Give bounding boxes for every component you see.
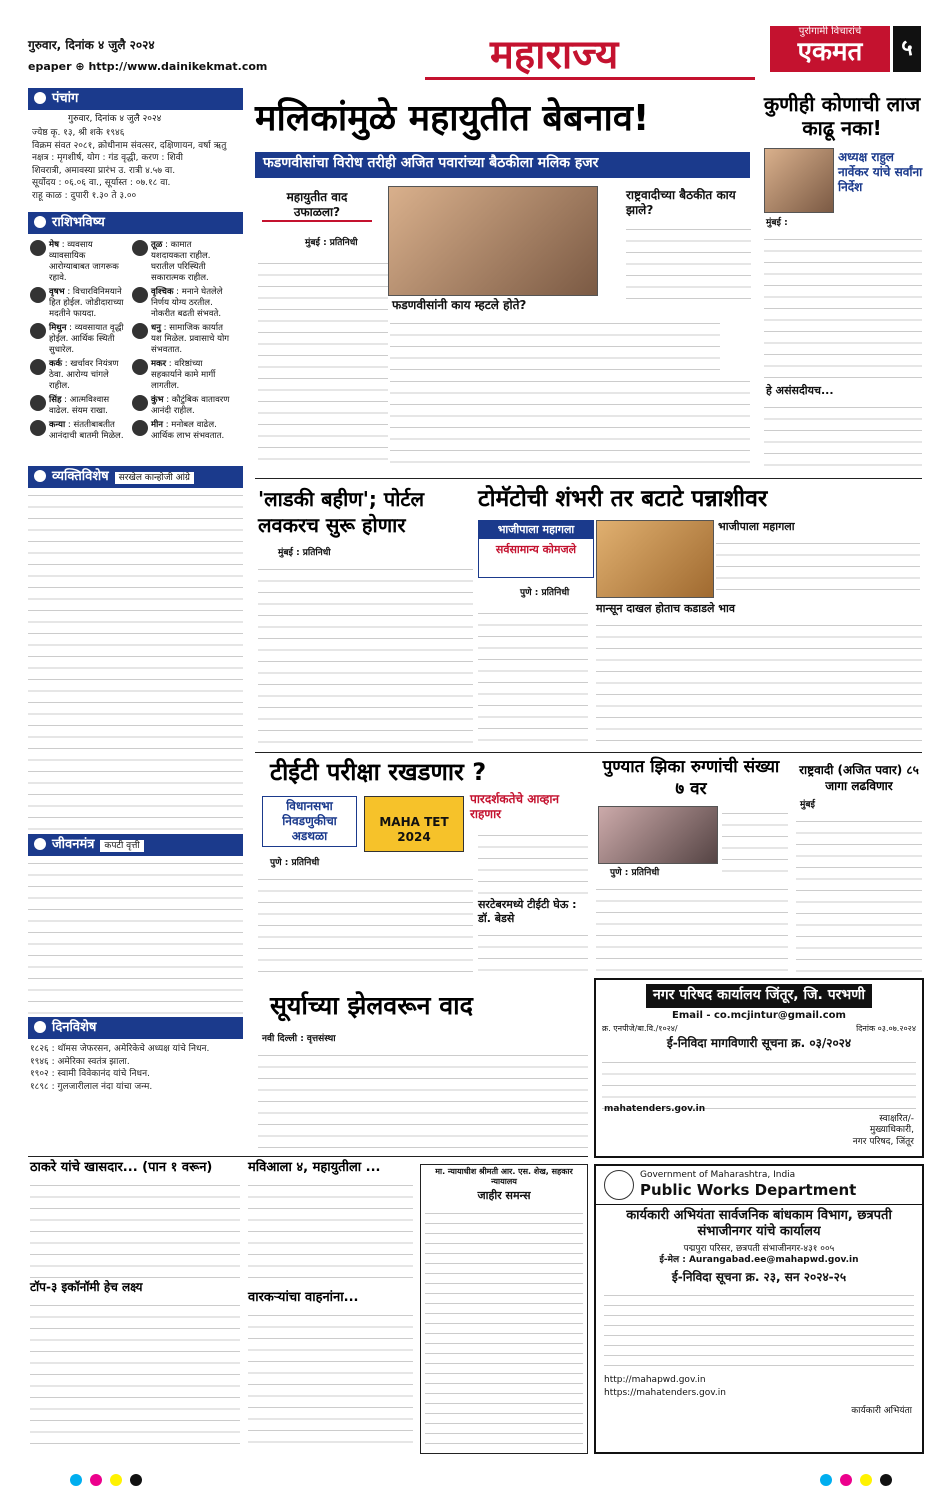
rashi-text: संततीबाबतीत आनंदाची बातमी मिळेल. (49, 420, 124, 441)
rashi-row (30, 420, 241, 442)
zika-body (722, 806, 788, 876)
rashi-text: व्यवसाय व्यावसायिक आरोग्याबाबत जागरूक रहावे. (49, 240, 119, 283)
tomato-box-text: सर्वसामान्य कोमजले (495, 542, 577, 556)
lead-quote-body (390, 316, 720, 370)
speaker-photo (764, 148, 834, 213)
cyan-mark (70, 1474, 82, 1486)
jeevanmantra-subtitle: कपटी वृत्ती (100, 840, 143, 852)
rashi-item: वृश्चिक : मनाने घेतलेले निर्णय योग्य ठरतील. नोकरीत बढती संभवते. (132, 287, 230, 320)
dinvishesh-item: १८९८ : गुलजारीलाल नंदा यांचा जन्म. (30, 1081, 153, 1092)
pwd-sign: कार्यकारी अभियंता (851, 1405, 912, 1416)
jintur-notice: ई-निविदा मागविणारी सूचना क्र. ०३/२०२४ (666, 1036, 852, 1050)
lead-body-col1 (258, 256, 388, 468)
surya-headline: सूर्याच्या झेलवरून वाद (270, 991, 473, 1020)
section-title: महाराज्य (490, 31, 619, 78)
zodiac-icon (30, 323, 46, 339)
pwd-email: ई-मेल : Aurangabad.ee@mahapwd.gov.in (659, 1254, 859, 1265)
jintur-tender-ad (594, 978, 924, 1158)
lead-dateline: मुंबई : प्रतिनिधी (305, 238, 358, 248)
lead-photo-caption: फडणवीसांनी काय म्हटले होते? (392, 298, 527, 312)
jeevanmantra-title: जीवनमंत्र (52, 837, 95, 852)
pwd-title: कार्यकारी अभियंता सार्वजनिक बांधकाम विभाग, छत्रपती संभाजीनगर यांचे कार्यालय (626, 1208, 892, 1240)
dinvishesh-title: दिनविशेष (52, 1020, 97, 1035)
rashi-text: आत्मविश्वास वाढेल. संयम राखा. (49, 395, 110, 416)
panchang-line: सूर्योदय : ०६.०६ वा., सूर्यास्त : ०७.१८ वा. (32, 178, 171, 189)
rashi-name: कुंभ (151, 395, 164, 405)
rashi-name: धनु (151, 323, 161, 333)
rashi-item: कन्या : संततीबाबतीत आनंदाची बातमी मिळेल. (30, 420, 128, 442)
bullet-icon (34, 216, 46, 228)
lead-photo (388, 186, 598, 296)
rashi-item: सिंह : आत्मविश्वास वाढेल. संयम राखा. (30, 395, 128, 417)
site-url[interactable]: http://www.dainikekmat.com (88, 60, 268, 73)
rashi-text: मनाने घेतलेले निर्णय योग्य ठरतील. नोकरीत बढती संभवते. (151, 287, 223, 319)
panchang-header (28, 88, 243, 110)
zodiac-icon (30, 240, 46, 256)
tet-logo: MAHA TET 2024 (364, 796, 464, 852)
divider (255, 752, 922, 753)
jeevanmantra-section (28, 834, 243, 1016)
rashi-name: मकर (151, 359, 167, 369)
jintur-url: mahatenders.gov.in (604, 1104, 706, 1114)
warkari-body (248, 1308, 413, 1446)
panchang-line: नक्षत्र : मृगशीर्ष, योग : गंड वृद्धी, करण : शिवी (32, 153, 183, 164)
rashi-row (30, 395, 241, 417)
tet-sub2: सरटेबरमध्ये टीईटी घेऊ : डॉ. बेडसे (478, 898, 577, 925)
vyaktivishesh-header (28, 466, 243, 488)
court-title: जाहीर समन्स (477, 1189, 531, 1202)
ncp-meeting-question: राष्ट्रवादीच्या बैठकीत काय झाले? (626, 188, 736, 217)
rashi-text: खर्चावर नियंत्रण ठेवा. आरोग्य चांगले राहील. (49, 359, 119, 391)
tomato-body (716, 536, 920, 596)
panchang-line: विक्रम संवत २०८१, क्रोधीनाम संवत्सर, दक्षिणायन, वर्षा ऋतु (32, 140, 227, 151)
rashi-item: कुंभ : कौटुंबिक वातावरण आनंदी राहील. (132, 395, 230, 417)
rashi-header (28, 212, 243, 234)
rashi-item: कर्क : खर्चावर नियंत्रण ठेवा. आरोग्य चांगले राहील. (30, 359, 128, 392)
bullet-icon (34, 470, 46, 482)
panchang-lines (28, 125, 243, 204)
rashi-text: कामात यशदायकता राहील. घरातील परिस्थिती सकारात्मक राहील. (151, 240, 211, 283)
tomato-headline: टोमॅटोची शंभरी तर बटाटे पन्नाशीवर (478, 486, 768, 512)
zika-headline: पुण्यात झिका रुग्णांची संख्या ७ वर (602, 757, 780, 799)
speaker-subtitle: अध्यक्ष राहुल नार्वेकर यांचे सर्वांना निर्देश (838, 150, 923, 194)
ladki-dateline: मुंबई : प्रतिनिधी (278, 548, 331, 558)
ncp85-body (796, 814, 922, 972)
speaker-dateline: मुंबई : (766, 218, 788, 228)
issue-date: गुरुवार, दिनांक ४ जुलै २०२४ (28, 38, 155, 52)
dinvishesh-item: १८२६ : थॉमस जेफरसन, अमेरिकेचे अध्यक्ष यांचे निधन. (30, 1044, 210, 1054)
tomato-dateline: पुणे : प्रतिनिधी (520, 588, 570, 598)
lead-subheadline: फडणवीसांचा विरोध तरीही अजित पवारांच्या बैठकीला मलिक हजर (255, 152, 750, 178)
thackeray-body-2 (30, 1298, 240, 1446)
rashi-item: वृषभ : विचारविनिमयाने हित होईल. जोडीदाराच्या मदतीने फायदा. (30, 287, 128, 320)
rashi-text: व्यवसायात वृद्धी होईल. आर्थिक स्थिती सुधारेल. (49, 323, 124, 355)
ncp85-dateline: मुंबई (800, 800, 815, 810)
rashi-text: विचारविनिमयाने हित होईल. जोडीदाराच्या मदतीने फायदा. (49, 287, 124, 319)
divider (28, 1156, 588, 1157)
pwd-address: पद्मपुरा परिसर, छत्रपती संभाजीनगर-४३१ ००५ (683, 1243, 835, 1254)
emblem-icon (604, 1170, 634, 1200)
jintur-email: Email - co.mcjintur@gmail.com (672, 1009, 846, 1021)
mahayuti-body (248, 1178, 413, 1278)
pwd-link[interactable]: https://mahatenders.gov.in (604, 1388, 726, 1399)
ncp85-headline: राष्ट्रवादी (अजित पवार) ८५ जागा लढविणार (799, 763, 919, 793)
rashi-item: मकर : वरिष्ठांच्या सहकार्याने कामे मार्गी लागतील. (132, 359, 230, 392)
dinvishesh-list (28, 1039, 243, 1097)
thackeray-sub: टॉप-३ इकॉनॉमी हेच लक्ष्य (30, 1280, 143, 1294)
rashi-row (30, 287, 241, 320)
pwd-link[interactable]: http://mahapwd.gov.in (604, 1375, 706, 1385)
surya-body (258, 1048, 588, 1148)
speaker-body (764, 232, 922, 382)
epaper-link[interactable] (28, 60, 267, 74)
ladki-headline: 'लाडकी बहीण'; पोर्टल लवकरच सुरू होणार (258, 487, 425, 537)
tet-body-2 (478, 828, 588, 896)
surya-dateline: नवी दिल्ली : वृत्तसंस्था (262, 1034, 336, 1044)
panchang-line: राहू काळ : दुपारी १.३० ते ३.०० (32, 190, 137, 201)
rashi-name: मीन (151, 420, 164, 430)
panchang-line: शिवरात्री, अमावस्या प्रारंभ उ. रात्री ४.५७ वा. (32, 165, 176, 176)
rashi-item: धनु : सामाजिक कार्यात यश मिळेल. प्रवासाचे योग संभवतात. (132, 323, 230, 356)
tomato-kicker: भाजीपाला महागला (718, 520, 795, 533)
epaper-label: epaper (28, 60, 72, 73)
zodiac-icon (30, 420, 46, 436)
panchang-line: ज्येष्ठ कृ. १३, श्री शके १९४६ (32, 128, 125, 139)
vyaktivishesh-section (28, 466, 243, 848)
black-mark (880, 1474, 892, 1486)
tet-body (258, 872, 473, 972)
brand-logo (770, 26, 890, 72)
zika-photo (598, 806, 718, 864)
jeevanmantra-body (28, 856, 243, 1016)
black-mark (130, 1474, 142, 1486)
zodiac-icon (30, 287, 46, 303)
bullet-icon (34, 1021, 46, 1033)
tomato-col1 (478, 606, 588, 746)
divider (255, 478, 922, 479)
thackeray-body (30, 1178, 240, 1278)
rashi-item: मिथुन : व्यवसायात वृद्धी होईल. आर्थिक स्थिती सुधारेल. (30, 323, 128, 356)
yellow-mark (860, 1474, 872, 1486)
rashi-row (30, 240, 241, 284)
rashi-text: कौटुंबिक वातावरण आनंदी राहील. (151, 395, 230, 416)
lead-headline: मलिकांमुळे महायुतीत बेबनाव! (255, 98, 650, 139)
zika-dateline: पुणे : प्रतिनिधी (610, 868, 660, 878)
ladki-body (258, 562, 473, 744)
rashi-name: कर्क (49, 359, 63, 369)
pwd-tender-ad (594, 1164, 924, 1454)
tomato-cols (596, 618, 922, 746)
color-registration-marks (70, 1474, 142, 1486)
rashi-text: मनोबल वाढेल. आर्थिक लाभ संभवतात. (151, 420, 225, 441)
vyaktivishesh-title: व्यक्तिविशेष (52, 469, 109, 484)
pwd-gov: Government of Maharashtra, India (640, 1170, 796, 1180)
jintur-sign: मुख्याधिकारी, (869, 1125, 914, 1136)
zika-body-2 (596, 882, 788, 972)
rashi-text: सामाजिक कार्यात यश मिळेल. प्रवासाचे योग संभवतात. (151, 323, 230, 355)
zodiac-icon (132, 240, 148, 256)
bullet-icon (34, 92, 46, 104)
rashi-name: मिथुन (49, 323, 67, 333)
rashi-text: वरिष्ठांच्या सहकार्याने कामे मार्गी लागतील. (151, 359, 216, 391)
zodiac-icon (132, 323, 148, 339)
globe-icon: ⊕ (75, 60, 85, 73)
court-summons-ad (420, 1164, 588, 1454)
rashi-name: वृषभ (49, 287, 65, 297)
rashi-item: मेष : व्यवसाय व्यावसायिक आरोग्याबाबत जागरूक रहावे. (30, 240, 128, 284)
ncp-meeting-body (626, 222, 751, 302)
cyan-mark (820, 1474, 832, 1486)
jintur-sign: नगर परिषद, जिंतूर (852, 1136, 914, 1147)
rashi-title: राशिभविष्य (52, 215, 105, 230)
mahayuti-headline: मविआला ४, महायुतीला ... (248, 1160, 381, 1175)
rashi-row (30, 359, 241, 392)
lead-sidebar-question: महायुतीत वाद उफाळला? (262, 190, 372, 222)
tomato-info-box (478, 520, 594, 578)
panchang-date: गुरुवार, दिनांक ४ जुलै २०२४ (68, 114, 162, 124)
dinvishesh-item: १९४६ : अमेरिका स्वतंत्र झाला. (30, 1056, 130, 1067)
dinvishesh-header (28, 1017, 243, 1039)
dinvishesh-item: १९०२ : स्वामी विवेकानंद यांचे निधन. (30, 1069, 150, 1079)
zodiac-icon (132, 287, 148, 303)
rashi-name: तूळ (151, 240, 163, 250)
jintur-date: दिनांक ०३.०७.२०२४ (856, 1024, 916, 1033)
yellow-mark (110, 1474, 122, 1486)
tomato-box-title: भाजीपाला महागला (479, 521, 593, 539)
thackeray-headline: ठाकरे यांचे खासदार... (पान १ वरून) (30, 1160, 213, 1175)
vyaktivishesh-subtitle: सरखेल कान्होजी आंग्रे (115, 472, 194, 484)
magenta-mark (840, 1474, 852, 1486)
rashi-name: कन्या (49, 420, 66, 430)
rashi-section (28, 212, 243, 451)
zodiac-icon (132, 420, 148, 436)
pwd-dept: Public Works Department (640, 1181, 857, 1200)
tomato-caption: मान्सून दाखल होताच कडाडले भाव (596, 602, 735, 615)
brand-name: एकमत (797, 36, 863, 67)
rashi-name: मेष (49, 240, 59, 250)
rashi-item: मीन : मनोबल वाढेल. आर्थिक लाभ संभवतात. (132, 420, 230, 442)
zodiac-icon (30, 395, 46, 411)
pwd-notice: ई-निविदा सूचना क्र. २३, सन २०२४-२५ (671, 1270, 847, 1284)
tet-headline: टीईटी परीक्षा रखडणार ? (270, 758, 487, 786)
color-registration-marks (820, 1474, 892, 1486)
jintur-sign: स्वाक्षरित/- (879, 1114, 914, 1124)
zodiac-icon (132, 395, 148, 411)
rashi-grid (28, 234, 243, 451)
court-body (425, 1207, 583, 1447)
jintur-title: नगर परिषद कार्यालय जिंतूर, जि. परभणी (646, 984, 872, 1008)
rashi-item: तूळ : कामात यशदायकता राहील. घरातील परिस्थिती सकारात्मक राहील. (132, 240, 230, 284)
pwd-body (604, 1289, 914, 1371)
magenta-mark (90, 1474, 102, 1486)
jeevanmantra-header (28, 834, 243, 856)
panchang-title: पंचांग (52, 91, 79, 106)
brand-tagline: पुरोगामी विचारांचे (798, 26, 862, 37)
tet-info-box: विधानसभा निवडणुकीचा अडथळा (262, 796, 357, 847)
tet-kicker: पारदर्शकतेचे आव्हान राहणार (470, 792, 560, 821)
speaker-body-2 (764, 400, 922, 472)
lead-body-cols (390, 374, 750, 472)
dinvishesh-section (28, 1017, 243, 1097)
page-number: ५ (893, 26, 921, 72)
vyaktivishesh-body (28, 488, 243, 848)
zodiac-icon (132, 359, 148, 375)
zodiac-icon (30, 359, 46, 375)
rashi-row (30, 323, 241, 356)
tet-body-3 (478, 928, 588, 972)
speaker-headline: कुणीही कोणाची लाज काढू नका! (763, 92, 921, 140)
rashi-name: वृश्चिक (151, 287, 174, 297)
warkari-headline: वारकऱ्यांचा वाहनांना... (248, 1290, 359, 1305)
court-name: मा. न्यायाधीश श्रीमती आर. एस. शेख, सहकार न्यायालय (435, 1167, 573, 1186)
jintur-ref: क्र. एनपीजे/बा.वि./१०२४/ (602, 1024, 678, 1033)
bullet-icon (34, 838, 46, 850)
tet-dateline: पुणे : प्रतिनिधी (270, 858, 320, 868)
tomato-photo (596, 520, 714, 598)
panchang-section (28, 88, 243, 204)
speaker-kicker: हे असंसदीयच... (766, 384, 834, 397)
rashi-name: सिंह (49, 395, 62, 405)
